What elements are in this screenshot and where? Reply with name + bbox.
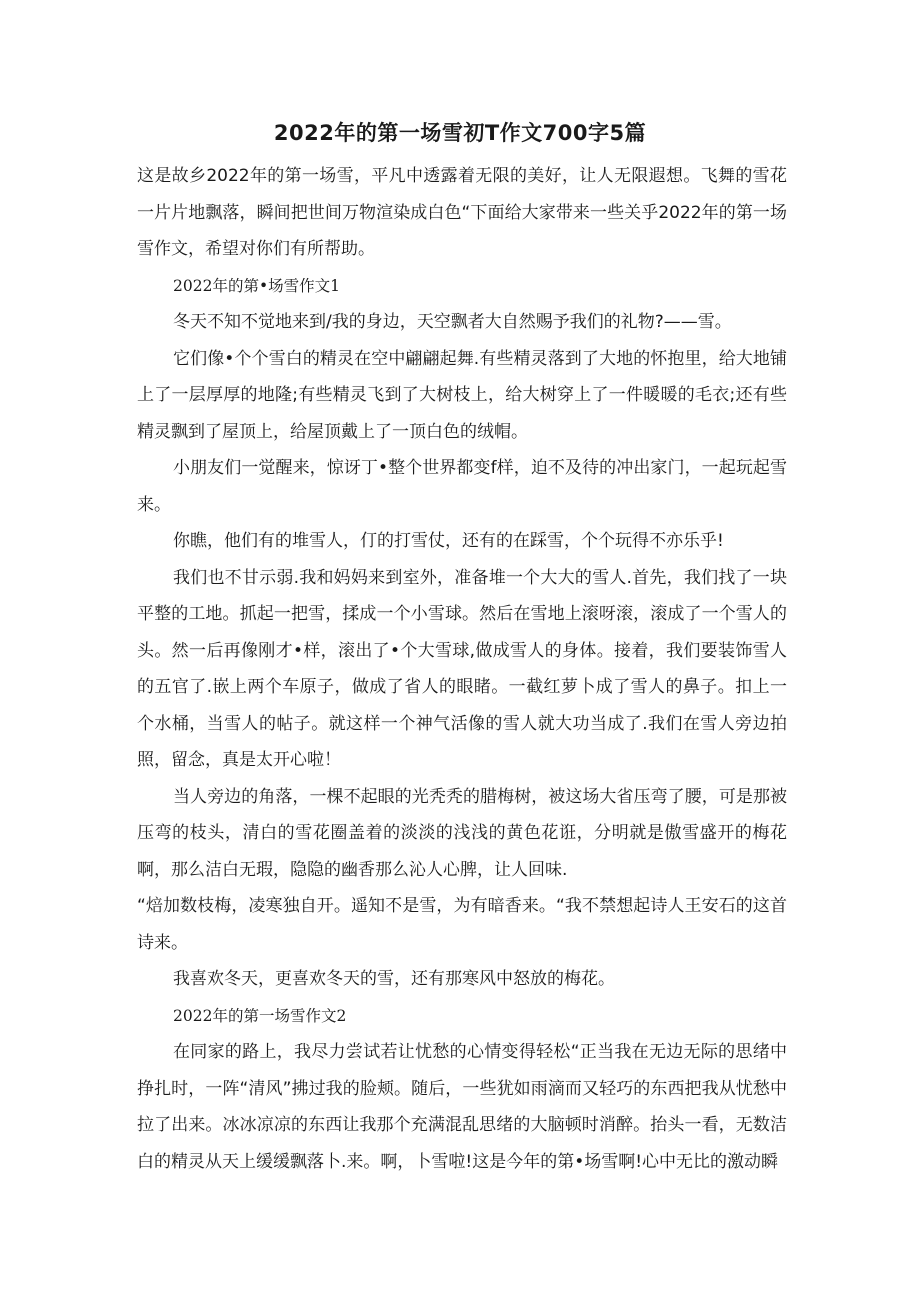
- paragraph: 我喜欢冬天，更喜欢冬天的雪，还有那寒风中怒放的梅花。: [173, 969, 615, 989]
- paragraph: 我们也不甘示弱.我和妈妈来到室外，准备堆一个大大的雪人.首先，我们找了一块平整的工地。抓起一把雪，揉成一个小雪球。然后在雪地上滚呀滚，滚成了一个雪人的头。然一后再像刚才•样，滚出了•个大雪球,做成雪人的身体。接着，我们要装饰雪人的五官了.嵌上两个车原子，做成了省人的眼睹。一截红萝卜成了雪人的鼻子。扣上一个水桶，当雪人的帖子。就这样一个神气活像的雪人就大功当成了.我们在雪人旁边拍照，留念，真是太开心啦！: [137, 567, 787, 770]
- paragraph: 当人旁边的角落，一棵不起眼的光秃秃的腊梅树，被这场大省压弯了腰，可是那被压弯的枝头，清白的雪花圈盖着的淡淡的浅浅的黄色花诳，分明就是傲雪盛开的梅花啊，那么洁白无瑕，隐隐的幽香那么沁人心脾，让人回味.: [137, 786, 787, 880]
- paragraph: “焙加数枝梅，凌寒独自开。遥知不是雪，为有暗香来。“我不禁想起诗人王安石的这首诗来。: [137, 896, 787, 953]
- paragraph: 它们像•个个雪白的精灵在空中翩翩起舞.有些精灵落到了大地的怀抱里，给大地铺上了一层厚厚的地隆;有些精灵飞到了大树枝上，给大树穿上了一件暖暖的毛衣;还有些精灵飘到了屋顶上，给屋顶戴上了一顶白色的绒帽。: [137, 348, 787, 442]
- section-heading: 2022年的第•场雪作文1: [173, 276, 340, 295]
- section-heading: 2022年的第一场雪作文2: [173, 1006, 347, 1025]
- document-title: 2022年的第一场雪初T作文700字5篇: [273, 121, 647, 145]
- paragraph: 在同家的路上，我尽力尝试若让忧愁的心情变得轻松“正当我在无边无际的思绪中挣扎时，一阵“清风”拂过我的脸颊。随后，一些犹如雨滴而又轻巧的东西把我从忧愁中拉了出来。冰冰凉凉的东西让我那个充满混乱思绪的大脑顿时消醉。抬头一看，无数洁白的精灵从天上缓缓飘落卜.来。啊，卜雪啦!这是今年的第•场雪啊!心中无比的激动瞬: [137, 1042, 787, 1172]
- paragraph: 这是故乡2022年的第一场雪，平凡中透露着无限的美好，让人无限遐想。飞舞的雪花一片片地飘落，瞬间把世间万物渲染成白色“下面给大家带来一些关乎2022年的第一场雪作文，希望对你们有所帮助。: [137, 166, 787, 259]
- document-body: [137, 158, 787, 1180]
- paragraph: 你瞧，他们有的堆雪人，仃的打雪仗，还有的在踩雪，个个玩得不亦乐乎!: [173, 531, 724, 551]
- paragraph: 冬天不知不觉地来到/我的身边，天空飘者大自然赐予我们的礼物?——雪。: [173, 312, 732, 332]
- paragraph: 小朋友们一觉醒来，惊讶丁•整个世界都变f样，迫不及待的冲出家门，一起玩起雪来。: [137, 458, 787, 515]
